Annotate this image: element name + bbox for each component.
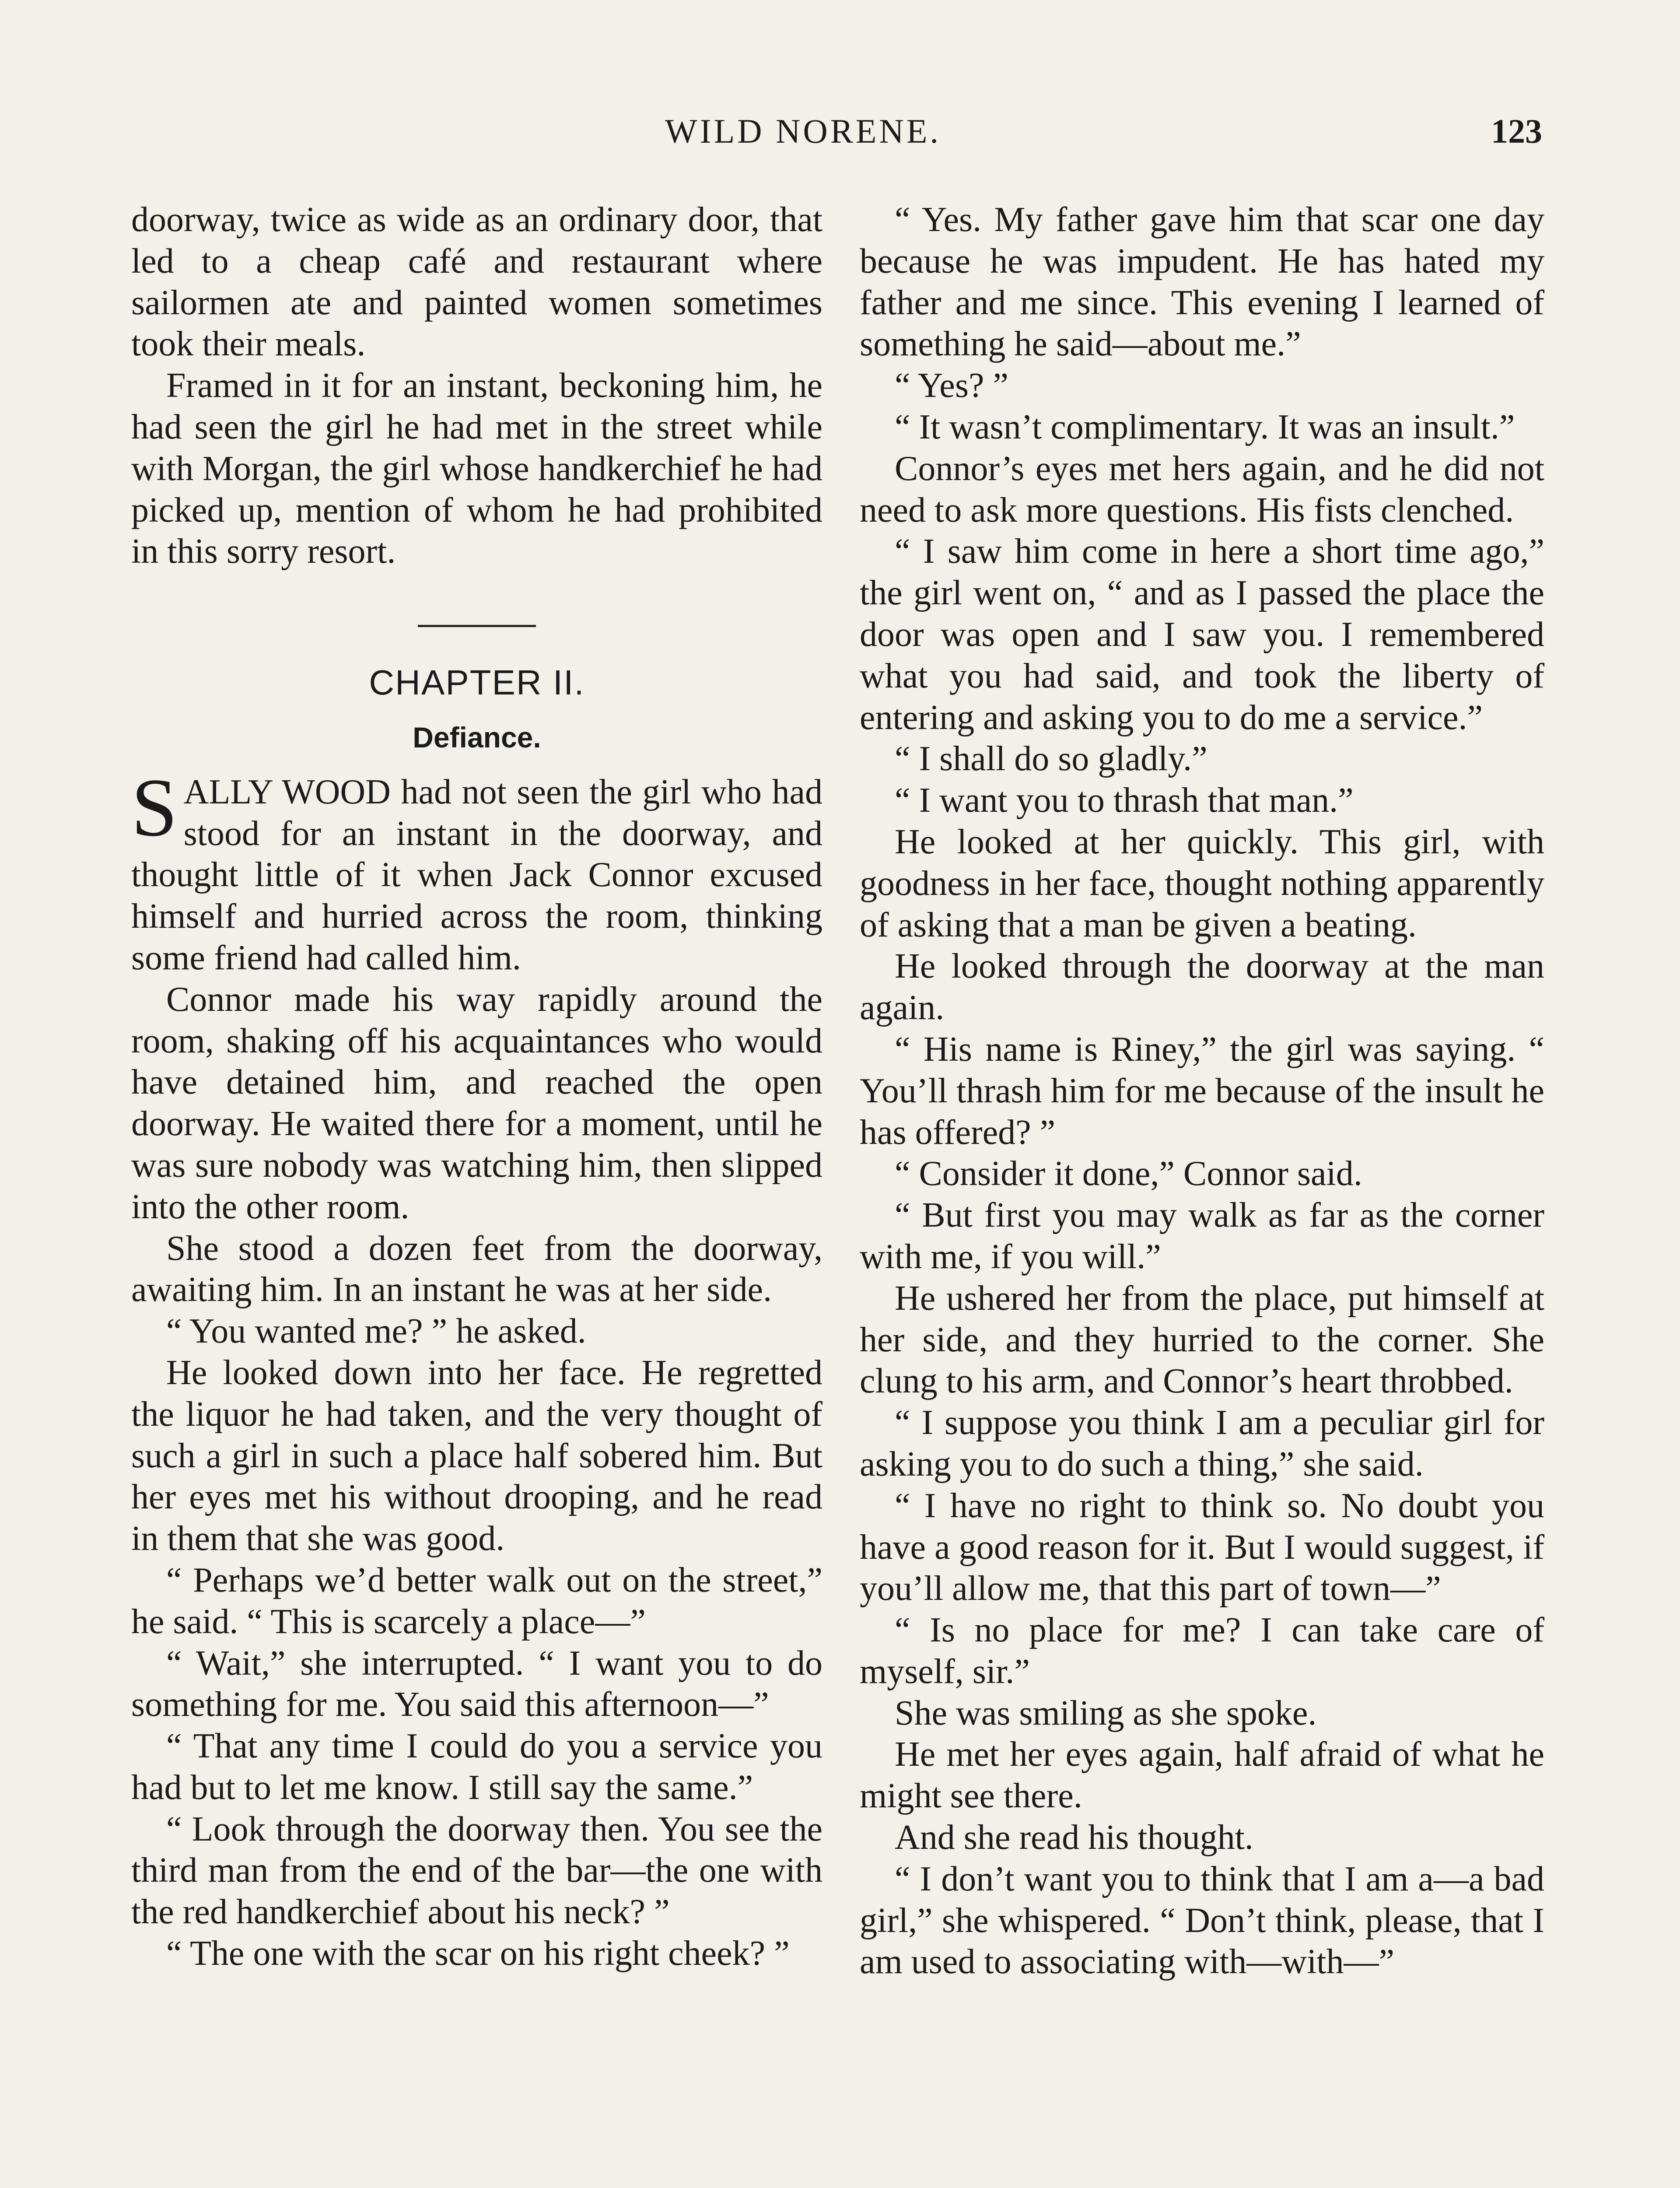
paragraph: “ Is no place for me? I can take care of myself, sir.” — [860, 1611, 1544, 1691]
paragraph: He ushered her from the place, put himself at her side, and they hurried to the corner. She clung to his arm, and Connor’s heart throbbed. — [860, 1279, 1544, 1401]
page-number: 123 — [1491, 112, 1542, 150]
paragraph: “ His name is Riney,” the girl was saying. “ You’ll thrash him for me because of the insult he has offered? ” — [860, 1030, 1544, 1152]
paragraph: Framed in it for an instant, beckoning him, he had seen the girl he had met in the street while with Morgan, the girl whose handkerchief he had picked up, mention of whom he had prohibited in this sorry resort. — [131, 366, 822, 571]
paragraph: He met her eyes again, half afraid of what he might see there. — [860, 1735, 1544, 1816]
paragraph: “ That any time I could do you a service you had but to let me know. I still say the same.” — [131, 1727, 822, 1807]
section-divider — [418, 625, 536, 627]
right-column — [860, 199, 1544, 1983]
paragraph: “ The one with the scar on his right cheek? ” — [166, 1934, 790, 1973]
paragraph: “ I saw him come in here a short time ago,” the girl went on, “ and as I passed the place the door was open and I saw you. I remembered what you had said, and took the liberty of entering and asking you to do me a service.” — [860, 532, 1544, 737]
paragraph: “ Wait,” she interrupted. “ I want you to do something for me. You said this afternoon—” — [131, 1644, 822, 1724]
paragraph: She was smiling as she spoke. — [895, 1694, 1317, 1732]
paragraph: She stood a dozen feet from the doorway, awaiting him. In an instant he was at her side. — [131, 1229, 822, 1309]
chapter-subtitle: Defiance. — [413, 721, 541, 754]
paragraph: “ I want you to thrash that man.” — [895, 781, 1354, 820]
paragraph: “ You wanted me? ” he asked. — [166, 1312, 586, 1351]
paragraph: He looked through the doorway at the man again. — [860, 947, 1544, 1027]
paragraph: “ But first you may walk as far as the corner with me, if you will.” — [860, 1196, 1544, 1276]
paragraph: “ Yes. My father gave him that scar one day because he was impudent. He has hated my father and me since. This evening I learned of something he said—about me.” — [860, 200, 1544, 364]
paragraph: “ I suppose you think I am a peculiar girl for asking you to do such a thing,” she said. — [860, 1403, 1544, 1483]
left-column — [131, 199, 822, 1974]
paragraph: Connor’s eyes met hers again, and he did not need to ask more questions. His fists clenched. — [860, 449, 1544, 529]
paragraph: And she read his thought. — [895, 1818, 1253, 1857]
paragraph: “ I have no right to think so. No doubt you have a good reason for it. But I would suggest, if you’ll allow me, that this part of town—” — [860, 1486, 1544, 1608]
chapter-heading: CHAPTER II. — [369, 663, 585, 702]
paragraph: “ Look through the doorway then. You see the third man from the end of the bar—the one with the red handkerchief about his neck? ” — [131, 1809, 822, 1932]
paragraph: doorway, twice as wide as an ordinary door, that led to a cheap café and restaurant where sailormen ate and painted women sometimes took their meals. — [131, 200, 822, 364]
paragraph-text: ALLY WOOD had not seen the girl who had stood for an instant in the doorway, and thought little of it when Jack Connor excused himself and hurried across the room, thinking some friend had called him. — [131, 772, 822, 977]
paragraph: “ I don’t want you to think that I am a—a bad girl,” she whispered. “ Don’t think, please, that I am used to associating with—with—” — [860, 1859, 1544, 1981]
paragraph: “ Consider it done,” Connor said. — [895, 1154, 1362, 1193]
opening-paragraph — [131, 761, 822, 979]
paragraph: He looked down into her face. He regretted the liquor he had taken, and the very thought of such a girl in such a place half sobered him. But her eyes met his without drooping, and he read in them that she was good. — [131, 1353, 822, 1558]
paragraph: “ I shall do so gladly.” — [895, 740, 1208, 778]
drop-cap: S — [131, 761, 178, 854]
running-title: WILD NORENE. — [665, 112, 941, 150]
paragraph: He looked at her quickly. This girl, with goodness in her face, thought nothing apparently of asking that a man be given a beating. — [860, 822, 1544, 944]
paragraph: “ Yes? ” — [895, 366, 1008, 405]
paragraph: Connor made his way rapidly around the room, shaking off his acquaintances who would have detained him, and reached the open doorway. He waited there for a moment, until he was sure nobody was watching him, then slipped into the other room. — [131, 980, 822, 1226]
paragraph: “ It wasn’t complimentary. It was an insult.” — [895, 407, 1515, 446]
paragraph: “ Perhaps we’d better walk out on the street,” he said. “ This is scarcely a place—” — [131, 1560, 822, 1641]
